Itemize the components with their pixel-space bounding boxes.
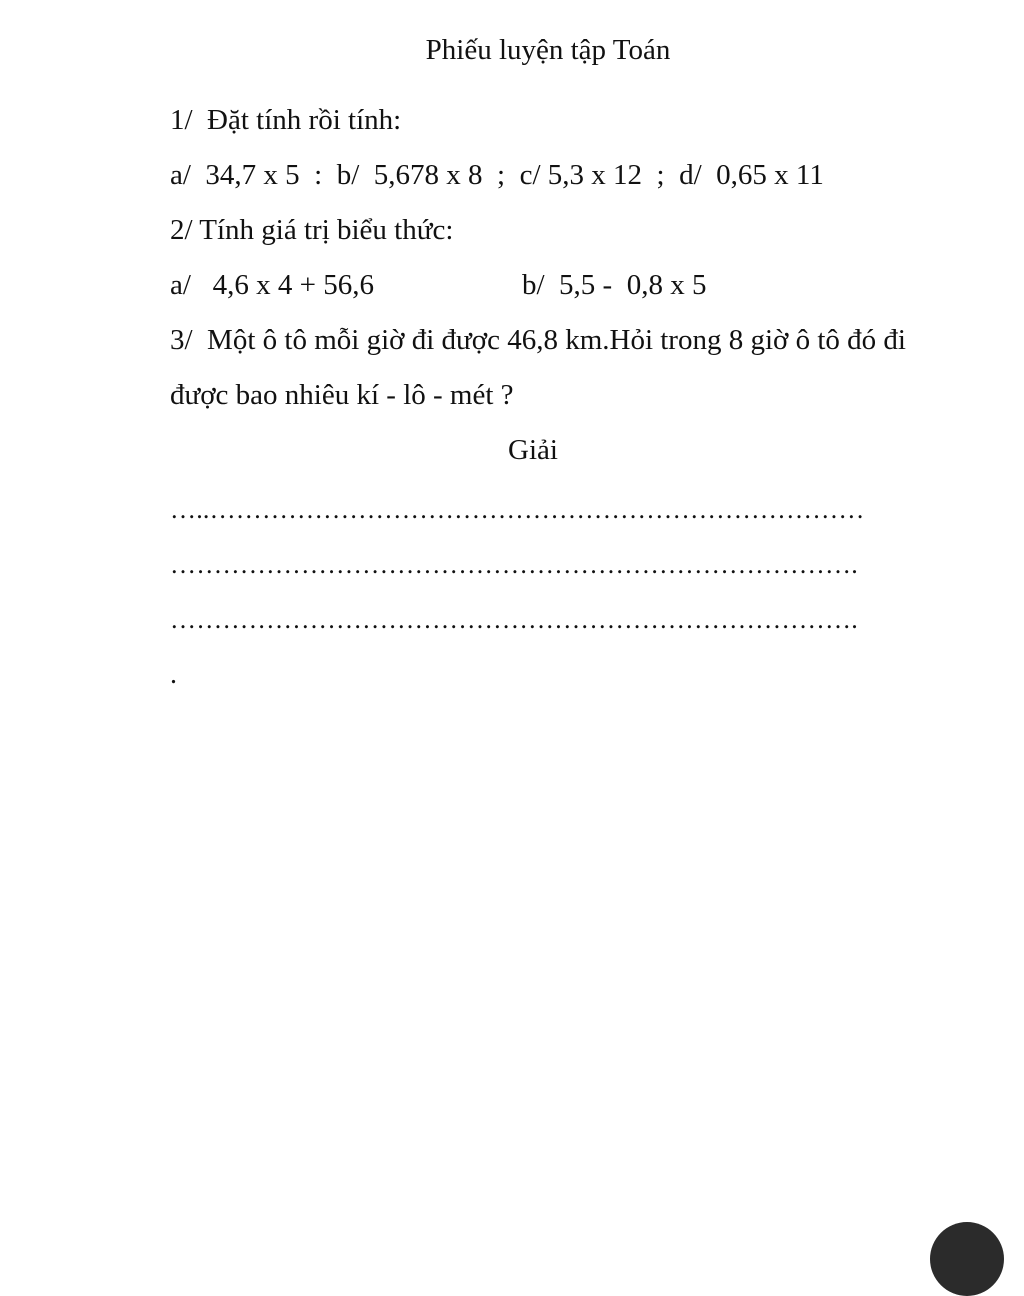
question-3-line-1: 3/ Một ô tô mỗi giờ đi được 46,8 km.Hỏi trong 8 giờ ô tô đó đi bbox=[170, 324, 906, 356]
question-2-item-b: b/ 5,5 - 0,8 x 5 bbox=[522, 269, 707, 301]
question-2-heading: 2/ Tính giá trị biểu thức: bbox=[170, 214, 454, 246]
answer-line-2: ……………………………………………………………………. bbox=[170, 550, 858, 579]
question-1-heading: 1/ Đặt tính rồi tính: bbox=[170, 104, 402, 136]
question-2-item-a: a/ 4,6 x 4 + 56,6 bbox=[170, 269, 375, 301]
question-3-line-2: được bao nhiêu kí - lô - mét ? bbox=[170, 379, 514, 411]
answer-line-1: …..………………………………………………………………… bbox=[170, 495, 865, 524]
answer-line-3: ……………………………………………………………………. bbox=[170, 605, 858, 634]
floating-action-button[interactable] bbox=[930, 1222, 1004, 1296]
worksheet-title: Phiếu luyện tập Toán bbox=[425, 34, 671, 66]
trailing-period: . bbox=[170, 659, 177, 690]
question-1-items: a/ 34,7 x 5 : b/ 5,678 x 8 ; c/ 5,3 x 12 ; d/ 0,65 x 11 bbox=[170, 159, 824, 191]
solution-label: Giải bbox=[508, 434, 558, 466]
